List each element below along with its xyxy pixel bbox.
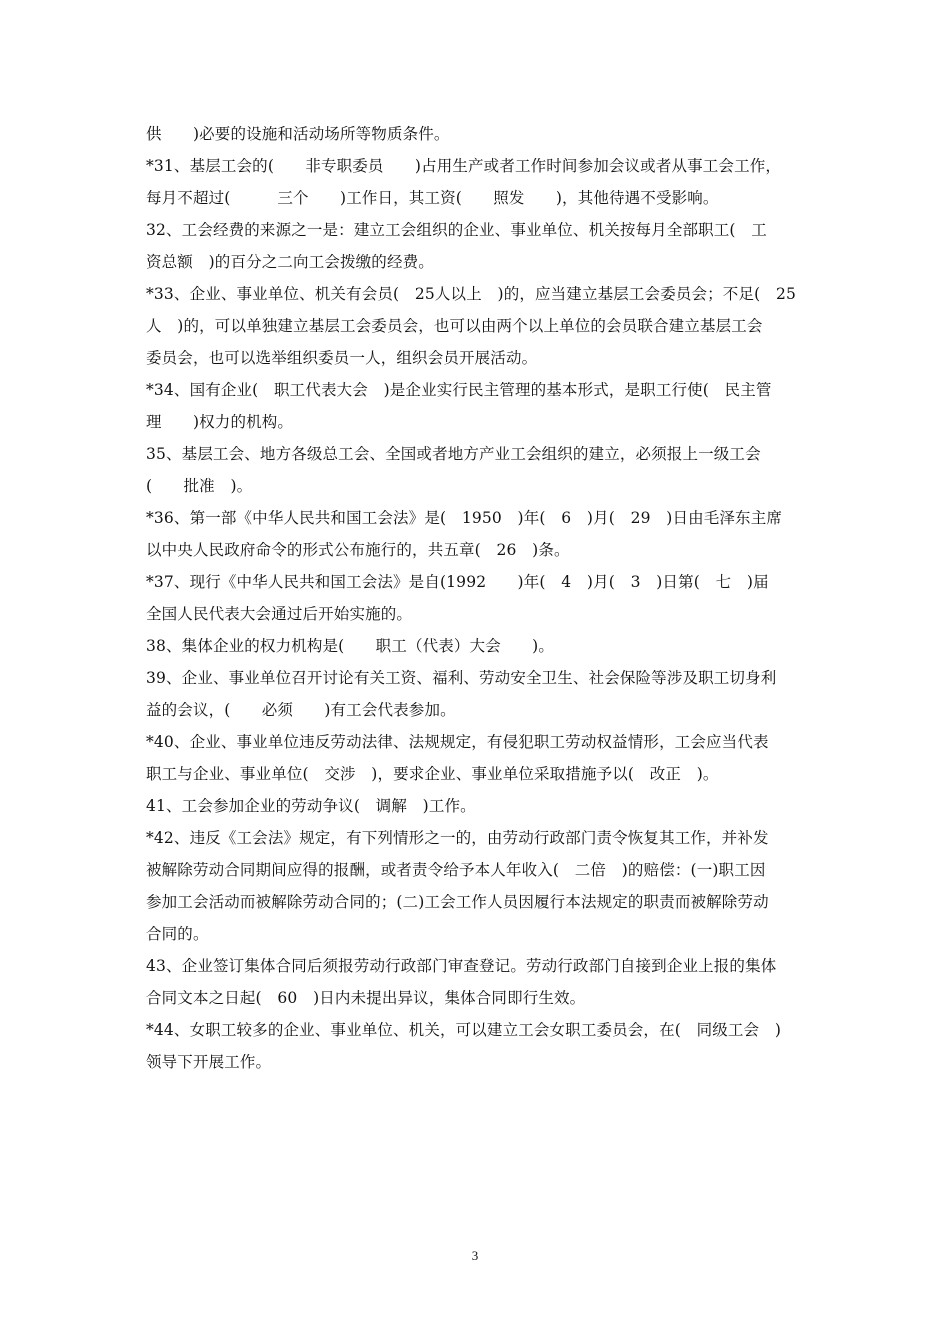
text-line: 41、工会参加企业的劳动争议( 调解 )工作。 [146, 797, 476, 815]
text-line: 以中央人民政府命令的形式公布施行的，共五章( 26 )条。 [146, 541, 570, 559]
text-line: ( 批准 )。 [146, 477, 253, 495]
text-line: 合同的。 [146, 925, 209, 943]
text-line: *36、第一部《中华人民共和国工会法》是( 1950 )年( 6 )月( 29 )日由毛泽东主席 [146, 509, 782, 527]
text-line: *37、现行《中华人民共和国工会法》是自(1992 )年( 4 )月( 3 )日第( 七 )届 [146, 573, 769, 591]
document-body [146, 118, 810, 1078]
text-line: 理 )权力的机构。 [146, 413, 294, 431]
text-line: 领导下开展工作。 [146, 1053, 272, 1071]
text-line: *34、国有企业( 职工代表大会 )是企业实行民主管理的基本形式，是职工行使( 民主管 [146, 381, 772, 399]
text-line: 委员会，也可以选举组织委员一人，组织会员开展活动。 [146, 349, 538, 367]
text-line: 人 )的，可以单独建立基层工会委员会，也可以由两个以上单位的会员联合建立基层工会 [146, 317, 763, 335]
page-number: 3 [471, 1248, 479, 1263]
text-line: 32、工会经费的来源之一是：建立工会组织的企业、事业单位、机关按每月全部职工( 工 [146, 221, 767, 239]
text-line: 全国人民代表大会通过后开始实施的。 [146, 605, 413, 623]
text-line: *42、违反《工会法》规定，有下列情形之一的，由劳动行政部门责令恢复其工作，并补发 [146, 829, 769, 847]
text-line: 被解除劳动合同期间应得的报酬，或者责令给予本人年收入( 二倍 )的赔偿：(一)职工因 [146, 861, 766, 879]
text-line: 参加工会活动而被解除劳动合同的；(二)工会工作人员因履行本法规定的职责而被解除劳动 [146, 893, 769, 911]
text-line: 益的会议，( 必须 )有工会代表参加。 [146, 701, 456, 719]
text-line: *44、女职工较多的企业、事业单位、机关，可以建立工会女职工委员会，在( 同级工会 ) [146, 1021, 782, 1039]
text-line: 35、基层工会、地方各级总工会、全国或者地方产业工会组织的建立，必须报上一级工会 [146, 445, 761, 463]
text-line: *33、企业、事业单位、机关有会员( 25人以上 )的，应当建立基层工会委员会；不足( 25 [146, 285, 796, 303]
text-line: 供 )必要的设施和活动场所等物质条件。 [146, 125, 450, 143]
text-line: 合同文本之日起( 60 )日内未提出异议，集体合同即行生效。 [146, 989, 586, 1007]
text-line: 39、企业、事业单位召开讨论有关工资、福利、劳动安全卫生、社会保险等涉及职工切身利 [146, 669, 777, 687]
text-line: 38、集体企业的权力机构是( 职工（代表）大会 )。 [146, 637, 555, 655]
text-line: 每月不超过( 三个 )工作日，其工资( 照发 )，其他待遇不受影响。 [146, 189, 719, 207]
text-line: 43、企业签订集体合同后须报劳动行政部门审查登记。劳动行政部门自接到企业上报的集体 [146, 957, 777, 975]
text-line: *40、企业、事业单位违反劳动法律、法规规定，有侵犯职工劳动权益情形，工会应当代表 [146, 733, 769, 751]
text-line: 职工与企业、事业单位( 交涉 )，要求企业、事业单位采取措施予以( 改正 )。 [146, 765, 719, 783]
text-line: 资总额 )的百分之二向工会拨缴的经费。 [146, 253, 434, 271]
text-line: *31、基层工会的( 非专职委员 )占用生产或者工作时间参加会议或者从事工会工作， [146, 157, 782, 175]
